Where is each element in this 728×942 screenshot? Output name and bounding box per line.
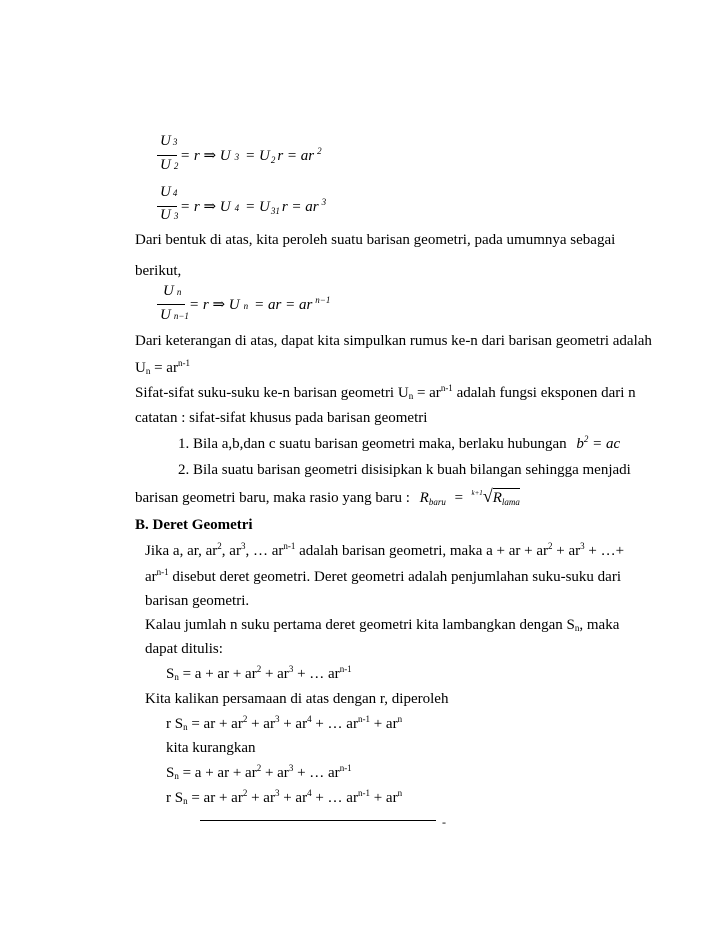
subtraction-rule: [200, 820, 436, 821]
formula-un-general: $U_n = ar^{n-1}$: [135, 358, 190, 376]
deret-paragraph-line3: barisan geometri.: [145, 593, 250, 609]
fraction-bar: [157, 304, 185, 305]
list-item-1: 1. Bila a,b,dan c suatu barisan geometri maka, berlaku hubungan $b^2$ = ac: [178, 434, 621, 452]
formula-sn: $S_n = a$ + ar + $ar^2 + ar^3$ + … $ar^{n-1}$: [166, 664, 352, 682]
formula-sn-2: $S_n = a$ + ar + $ar^2 + ar^3$ + … $ar^{n-1}$: [166, 763, 352, 781]
fraction-bar: [157, 155, 177, 156]
deret-paragraph-line5: dapat ditulis:: [145, 641, 223, 657]
list-item-2-cont: barisan geometri baru, maka rasio yang baru : $R_{baru} = ^{k+1}√R_{lama}$: [135, 486, 520, 507]
formula-r-baru: $R_{baru} = ^{k+1}√R_{lama}$: [419, 486, 520, 507]
paragraph-properties: Sifat-sifat suku-suku ke-n barisan geometri $U_n = ar^{n-1}$ adalah fungsi eksponen dari n: [135, 383, 636, 401]
formula-b-squared: $b^2$ = ac: [576, 434, 621, 452]
section-heading: B. Deret Geometri: [135, 517, 253, 533]
paragraph-subtract: kita kurangkan: [166, 740, 256, 756]
list-item-2: 2. Bila suatu barisan geometri disisipkan k buah bilangan sehingga menjadi: [178, 462, 631, 478]
paragraph-note: catatan : sifat-sifat khusus pada barisan geometri: [135, 410, 428, 426]
formula-r-sn: r $S_n$ = ar + $ar^2 + ar^3 + ar^4$ + … $ar^{n-1} + ar^n$: [166, 714, 403, 732]
formula-r-sn-2: r $S_n$ = ar + $ar^2 + ar^3 + ar^4$ + … $ar^{n-1} + ar^n$: [166, 788, 403, 806]
paragraph-intro: Dari bentuk di atas, kita peroleh suatu barisan geometri, pada umumnya sebagai: [135, 232, 616, 248]
deret-paragraph-line4: Kalau jumlah n suku pertama deret geometri kita lambangkan dengan $S_n$, maka: [145, 617, 620, 633]
deret-paragraph-line1: Jika a, ar, $ar^2$, $ar^3$, … $ar^{n-1}$ adalah barisan geometri, maka a + ar + $ar^2 + ar^3$ + …+: [145, 541, 625, 559]
minus-sign: -: [442, 815, 446, 829]
paragraph-conclusion: Dari keterangan di atas, dapat kita simpulkan rumus ke-n dari barisan geometri adalah: [135, 333, 652, 349]
paragraph-intro-cont: berikut,: [135, 263, 182, 279]
paragraph-multiply: Kita kalikan persamaan di atas dengan r, diperoleh: [145, 691, 449, 707]
deret-paragraph-line2: $ar^{n-1}$ disebut deret geometri. Deret geometri adalah penjumlahan suku-suku dari: [145, 567, 622, 585]
